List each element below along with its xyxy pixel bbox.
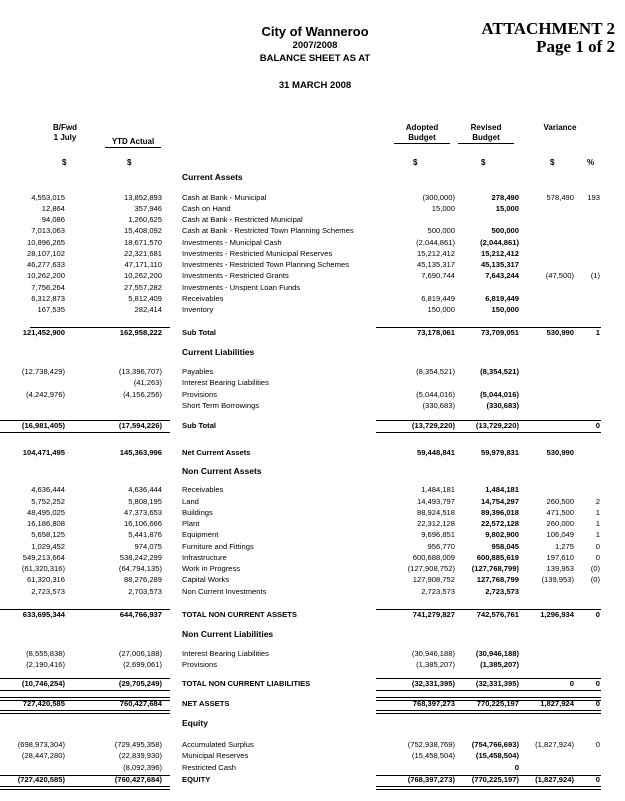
cell-revised: (2,044,861): [480, 238, 519, 247]
cell-revised: (15,458,504): [475, 751, 519, 760]
report-title: BALANCE SHEET AS AT: [259, 53, 371, 64]
cell-label: Provisions: [182, 390, 218, 399]
cell-ytd: 16,106,666: [123, 519, 162, 528]
cell-label: Capital Works: [182, 575, 230, 584]
cell-label: Provisions: [182, 660, 218, 669]
cell-ytd: (13,396,707): [118, 367, 162, 376]
cell-bfwd: 7,756,264: [31, 283, 65, 292]
cell-adopted: 2,723,573: [421, 587, 455, 596]
cell-variance: (1,827,924): [535, 740, 574, 749]
cell-ytd: 4,636,444: [128, 485, 162, 494]
cell-variance: 260,000: [546, 519, 574, 528]
cell-label: Interest Bearing Liabilities: [182, 649, 269, 658]
cell-adopted: (752,938,769): [407, 740, 455, 749]
cell-label: Buildings: [182, 508, 213, 517]
cell-bfwd: 4,553,015: [31, 193, 65, 202]
financial-year: 2007/2008: [292, 40, 338, 51]
cell-label: Cash at Bank - Restricted Town Planning Schemes: [182, 226, 354, 235]
col-bfwd-line1: B/Fwd: [53, 123, 77, 132]
cell-label: Sub Total: [182, 421, 217, 430]
cell-variance: 578,490: [546, 193, 574, 202]
table-row: [0, 249, 625, 259]
cell-adopted: (1,385,207): [416, 660, 455, 669]
table-row: [0, 193, 625, 203]
col-bfwd-header: [40, 123, 90, 143]
cell-pct: 0: [595, 542, 600, 551]
equity-rule-bottom: [0, 786, 170, 790]
table-row: [0, 448, 625, 458]
cell-label: Furniture and Fittings: [182, 542, 254, 551]
cell-revised: (8,354,521): [480, 367, 519, 376]
cell-pct: 193: [587, 193, 600, 202]
cell-revised: 770,225,197: [476, 699, 519, 708]
table-row: [0, 294, 625, 304]
table-row: [0, 367, 625, 377]
cell-ytd: 162,958,222: [119, 328, 162, 337]
cell-ytd: (29,705,249): [118, 679, 162, 688]
cell-adopted: 88,924,518: [416, 508, 455, 517]
cell-revised: 127,768,799: [476, 575, 519, 584]
cell-revised: 150,000: [491, 305, 519, 314]
cell-revised: 59,979,831: [480, 448, 519, 457]
col-adopted-line1: Adopted: [405, 123, 439, 132]
cell-adopted: 73,178,061: [416, 328, 455, 337]
section-current-liabilities: Current Liabilities: [182, 347, 255, 357]
cell-variance: (139,953): [541, 575, 574, 584]
cell-ytd: 15,408,092: [123, 226, 162, 235]
cell-revised: 6,819,449: [485, 294, 519, 303]
currency-bfwd: $: [62, 158, 67, 167]
cell-adopted: 150,000: [427, 305, 455, 314]
table-row: [0, 421, 625, 431]
cell-label: Payables: [182, 367, 214, 376]
cell-label: TOTAL NON CURRENT LIABILITIES: [182, 679, 311, 688]
cell-label: Short Term Borrowings: [182, 401, 260, 410]
table-row: [0, 740, 625, 750]
cell-label: Inventory: [182, 305, 214, 314]
section-current-assets: Current Assets: [182, 172, 243, 182]
cell-variance: 1,296,934: [540, 610, 574, 619]
organisation-name: City of Wanneroo: [261, 24, 369, 39]
cell-label: NET ASSETS: [182, 699, 230, 708]
cell-revised: (1,385,207): [480, 660, 519, 669]
cell-revised: 22,572,128: [480, 519, 519, 528]
cell-ytd: 88,276,289: [123, 575, 162, 584]
cell-ytd: 47,171,110: [124, 260, 162, 269]
section-non-current-liabilities: Non Current Liabilities: [182, 629, 274, 639]
net-assets-rule-bottom: [0, 710, 170, 714]
table-row: [0, 238, 625, 248]
cell-revised: (13,729,220): [475, 421, 519, 430]
cell-ytd: 10,262,200: [123, 271, 162, 280]
cell-label: Land: [182, 497, 199, 506]
page-number: Page 1 of 2: [536, 37, 615, 56]
cell-revised: (770,225,197): [471, 775, 519, 784]
cell-label: Investments - Restricted Municipal Reserves: [182, 249, 333, 258]
table-row: [0, 763, 625, 773]
cell-bfwd: 94,086: [41, 215, 65, 224]
cell-adopted: 500,000: [427, 226, 455, 235]
cell-bfwd: 121,452,900: [22, 328, 65, 337]
cell-adopted: (127,908,752): [407, 564, 455, 573]
cell-label: Receivables: [182, 485, 224, 494]
cell-adopted: 956,770: [427, 542, 455, 551]
table-row: [0, 260, 625, 270]
cell-ytd: 13,852,893: [123, 193, 162, 202]
cell-adopted: (15,458,504): [411, 751, 455, 760]
section-equity: Equity: [182, 718, 208, 728]
table-row: [0, 542, 625, 552]
table-row: [0, 226, 625, 236]
cell-ytd: 27,557,282: [123, 283, 162, 292]
table-row: [0, 378, 625, 388]
cell-revised: 1,484,181: [485, 485, 519, 494]
currency-adopted: $: [413, 158, 418, 167]
col-bfwd-line2: 1 July: [53, 133, 77, 142]
cell-adopted: 15,212,412: [416, 249, 455, 258]
cell-bfwd: 10,262,200: [26, 271, 65, 280]
table-row: [0, 215, 625, 225]
col-ytd-header: YTD Actual: [105, 137, 161, 148]
cell-pct: 0: [595, 553, 600, 562]
cell-revised: 500,000: [491, 226, 519, 235]
table-row: [0, 271, 625, 281]
table-row: [0, 610, 625, 620]
col-revised-header: [458, 123, 514, 144]
table-row: [0, 775, 625, 785]
cell-variance: 1,827,924: [540, 699, 574, 708]
cell-pct: (0): [590, 575, 600, 584]
cell-label: Net Current Assets: [182, 448, 251, 457]
percent-variance: %: [587, 158, 595, 167]
cell-ytd: 538,242,299: [119, 553, 162, 562]
cell-label: Interest Bearing Liabilities: [182, 378, 269, 387]
cell-adopted: (2,044,861): [416, 238, 455, 247]
cell-bfwd: (8,555,838): [26, 649, 65, 658]
cell-revised: 15,000: [495, 204, 519, 213]
cell-ytd: (64,794,135): [118, 564, 162, 573]
cell-bfwd: 104,471,495: [22, 448, 65, 457]
net-assets-rule-bottom-budget: [376, 710, 601, 714]
cell-bfwd: 727,420,585: [22, 699, 65, 708]
currency-variance: $: [550, 158, 555, 167]
table-row: [0, 305, 625, 315]
cell-variance: 471,500: [546, 508, 574, 517]
cell-label: Investments - Unspent Loan Funds: [182, 283, 301, 292]
cell-ytd: 282,414: [134, 305, 162, 314]
cell-bfwd: 6,312,873: [31, 294, 65, 303]
equity-rule-bottom-budget: [376, 786, 601, 790]
cell-label: Municipal Reserves: [182, 751, 249, 760]
cell-ytd: 974,075: [134, 542, 162, 551]
cell-bfwd: (698,973,304): [17, 740, 65, 749]
cell-bfwd: (28,447,280): [21, 751, 65, 760]
cell-label: Sub Total: [182, 328, 217, 337]
cell-revised: 600,885,619: [476, 553, 519, 562]
cell-bfwd: 28,107,102: [26, 249, 65, 258]
cell-label: Accumulated Surplus: [182, 740, 254, 749]
cell-variance: 0: [569, 679, 574, 688]
cell-adopted: 127,908,752: [412, 575, 455, 584]
table-row: [0, 564, 625, 574]
cell-adopted: 600,688,009: [412, 553, 455, 562]
cell-revised: 2,723,573: [485, 587, 519, 596]
cell-adopted: 7,690,744: [421, 271, 455, 280]
cell-variance: 1,275: [554, 542, 574, 551]
cell-bfwd: 46,277,633: [26, 260, 65, 269]
section-non-current-assets: Non Current Assets: [182, 466, 262, 476]
cell-adopted: 22,312,128: [416, 519, 455, 528]
cell-variance: 197,610: [546, 553, 574, 562]
cell-variance: (47,500): [545, 271, 574, 280]
cell-pct: 1: [595, 328, 600, 337]
cell-pct: 0: [595, 775, 600, 784]
cell-pct: 0: [595, 610, 600, 619]
cell-label: Plant: [182, 519, 200, 528]
cell-pct: 1: [595, 519, 600, 528]
cell-adopted: (300,000): [422, 193, 455, 202]
cell-ytd: (760,427,684): [114, 775, 162, 784]
cell-revised: (754,766,693): [471, 740, 519, 749]
cell-ytd: 357,946: [134, 204, 162, 213]
cell-revised: (330,683): [486, 401, 519, 410]
cell-label: Cash on Hand: [182, 204, 231, 213]
cell-ytd: (22,839,930): [118, 751, 162, 760]
cell-revised: 15,212,412: [480, 249, 519, 258]
cell-label: Receivables: [182, 294, 224, 303]
table-row: [0, 485, 625, 495]
cell-bfwd: 5,658,125: [31, 530, 65, 539]
cell-bfwd: 5,752,252: [31, 497, 65, 506]
cell-adopted: 14,493,797: [416, 497, 455, 506]
cell-ytd: (17,594,226): [118, 421, 162, 430]
cell-revised: 958,045: [491, 542, 519, 551]
cell-revised: 89,396,018: [480, 508, 519, 517]
col-revised-line1: Revised: [470, 123, 502, 132]
cell-revised: (5,044,016): [480, 390, 519, 399]
cell-variance: 530,990: [546, 328, 574, 337]
table-row: [0, 283, 625, 293]
table-row: [0, 328, 625, 338]
cell-label: Work in Progress: [182, 564, 241, 573]
cell-adopted: 59,448,841: [416, 448, 455, 457]
cell-bfwd: 7,013,063: [31, 226, 65, 235]
cell-ytd: 1,260,625: [128, 215, 162, 224]
table-row: [0, 401, 625, 411]
table-row: [0, 530, 625, 540]
cell-bfwd: (2,190,416): [26, 660, 65, 669]
table-row: [0, 553, 625, 563]
cell-revised: 7,643,244: [485, 271, 519, 280]
currency-revised: $: [481, 158, 486, 167]
cell-adopted: 9,696,851: [421, 530, 455, 539]
report-date: 31 MARCH 2008: [278, 80, 352, 91]
cell-revised: (32,331,395): [475, 679, 519, 688]
cell-revised: 14,754,297: [480, 497, 519, 506]
cell-ytd: 145,363,996: [119, 448, 162, 457]
table-row: [0, 497, 625, 507]
cell-bfwd: 12,864: [41, 204, 65, 213]
cell-adopted: (8,354,521): [416, 367, 455, 376]
cell-pct: 2: [595, 497, 600, 506]
cell-ytd: 5,808,195: [128, 497, 162, 506]
attachment-label: ATTACHMENT 2: [481, 19, 615, 38]
cell-revised: 742,576,761: [476, 610, 519, 619]
cell-label: Non Current Investments: [182, 587, 267, 596]
cell-ytd: (41,263): [133, 378, 162, 387]
cell-bfwd: 633,695,344: [22, 610, 65, 619]
table-row: [0, 508, 625, 518]
cell-revised: (127,768,799): [471, 564, 519, 573]
cell-ytd: (2,699,061): [123, 660, 162, 669]
table-row: [0, 204, 625, 214]
cell-label: Infrastructure: [182, 553, 227, 562]
cell-adopted: 768,397,273: [412, 699, 455, 708]
cell-adopted: (768,397,273): [407, 775, 455, 784]
cell-ytd: 5,812,409: [128, 294, 162, 303]
cell-adopted: 15,000: [431, 204, 455, 213]
col-variance-header: Variance: [543, 123, 577, 132]
cell-revised: 278,490: [491, 193, 519, 202]
cell-pct: 0: [595, 679, 600, 688]
table-row: [0, 679, 625, 689]
cell-label: Investments - Restricted Town Planning Schemes: [182, 260, 349, 269]
cell-adopted: (330,683): [422, 401, 455, 410]
table-row: [0, 751, 625, 761]
table-row: [0, 519, 625, 529]
cell-bfwd: 16,186,808: [26, 519, 65, 528]
cell-bfwd: 4,636,444: [31, 485, 65, 494]
cell-ytd: 644,766,937: [119, 610, 162, 619]
cell-pct: (1): [590, 271, 600, 280]
cell-bfwd: 1,029,452: [31, 542, 65, 551]
cell-label: Restricted Cash: [182, 763, 237, 772]
cell-adopted: 741,279,827: [412, 610, 455, 619]
cell-revised: 9,802,900: [485, 530, 519, 539]
currency-ytd: $: [127, 158, 132, 167]
table-row: [0, 390, 625, 400]
cell-revised: (30,946,188): [475, 649, 519, 658]
cell-adopted: 45,135,317: [416, 260, 455, 269]
cell-variance: (1,827,924): [535, 775, 574, 784]
cell-bfwd: 61,320,316: [26, 575, 65, 584]
cell-bfwd: (727,420,585): [17, 775, 65, 784]
cell-ytd: (27,006,188): [118, 649, 162, 658]
cell-bfwd: 2,723,573: [31, 587, 65, 596]
cell-pct: 0: [595, 421, 600, 430]
table-row: [0, 660, 625, 670]
cell-ytd: 760,427,684: [119, 699, 162, 708]
cell-label: Investments - Restricted Grants: [182, 271, 289, 280]
cell-bfwd: 10,896,265: [26, 238, 65, 247]
cell-adopted: 6,819,449: [421, 294, 455, 303]
col-adopted-line2: Budget: [408, 133, 436, 142]
cell-bfwd: (10,746,254): [21, 679, 65, 688]
cell-variance: 530,990: [546, 448, 574, 457]
cell-label: Cash at Bank - Restricted Municipal: [182, 215, 303, 224]
cell-bfwd: 48,495,025: [26, 508, 65, 517]
table-row: [0, 699, 625, 709]
cell-ytd: (4,156,256): [123, 390, 162, 399]
cell-pct: (0): [590, 564, 600, 573]
cell-bfwd: (61,320,316): [21, 564, 65, 573]
table-row: [0, 587, 625, 597]
cell-ytd: 22,321,681: [123, 249, 162, 258]
cell-pct: 0: [595, 740, 600, 749]
cell-revised: 73,709,051: [480, 328, 519, 337]
cell-adopted: (30,946,188): [411, 649, 455, 658]
cell-label: Equipment: [182, 530, 219, 539]
cell-ytd: 47,373,653: [123, 508, 162, 517]
cell-revised: 0: [514, 763, 519, 772]
table-row: [0, 649, 625, 659]
cell-bfwd: (16,981,405): [21, 421, 65, 430]
cell-ytd: (729,495,358): [114, 740, 162, 749]
cell-variance: 260,500: [546, 497, 574, 506]
cell-pct: 1: [595, 530, 600, 539]
cell-label: TOTAL NON CURRENT ASSETS: [182, 610, 297, 619]
cell-ytd: 18,671,570: [123, 238, 162, 247]
cell-adopted: (13,729,220): [411, 421, 455, 430]
cell-ytd: 2,703,573: [128, 587, 162, 596]
cell-bfwd: 167,535: [37, 305, 65, 314]
col-revised-line2: Budget: [472, 133, 500, 142]
cell-bfwd: (4,242,976): [26, 390, 65, 399]
cell-bfwd: (12,738,429): [21, 367, 65, 376]
cell-adopted: (5,044,016): [416, 390, 455, 399]
table-row: [0, 575, 625, 585]
cell-variance: 106,049: [546, 530, 574, 539]
col-adopted-header: [394, 123, 450, 144]
cell-bfwd: 549,213,664: [22, 553, 65, 562]
cell-pct: 1: [595, 508, 600, 517]
cell-label: Investments - Municipal Cash: [182, 238, 282, 247]
cell-adopted: (32,331,395): [411, 679, 455, 688]
cell-ytd: (8,092,396): [123, 763, 162, 772]
cell-adopted: 1,484,181: [421, 485, 455, 494]
cell-variance: 139,953: [546, 564, 574, 573]
cell-label: EQUITY: [182, 775, 211, 784]
cell-pct: 0: [595, 699, 600, 708]
cell-label: Cash at Bank - Municipal: [182, 193, 267, 202]
cell-revised: 45,135,317: [480, 260, 519, 269]
cell-ytd: 5,441,876: [128, 530, 162, 539]
